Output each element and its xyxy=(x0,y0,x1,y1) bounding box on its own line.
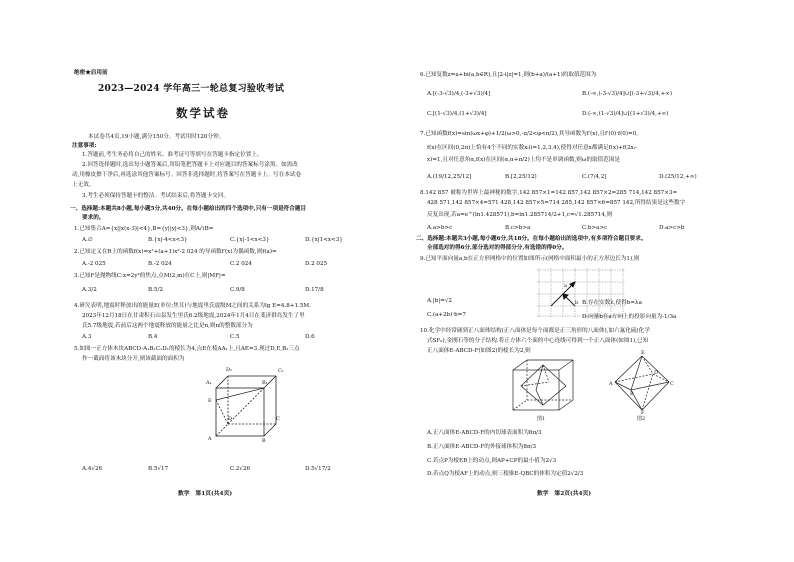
question-6: 6.已知复数z=a+bi(a,b∈R),且|2-i|z|=1,则(b+a)/(a+1)的取值范围为 xyxy=(420,72,597,78)
q6-option-b: B.(-∞,(-3-√3)/4]∪[(-3+√3)/4,+∞) xyxy=(582,91,673,97)
cube-label-a: A xyxy=(208,436,212,442)
page-2 xyxy=(397,0,794,562)
q7-option-a: A.(19/12,25/12] xyxy=(427,174,472,180)
secret-label: 绝密★启用前 xyxy=(74,70,108,76)
question-8-cont: 反复出现,若a=e^(ln1.428571),b=ln1.285714/2+1,c=√1.285714,则 xyxy=(427,212,613,218)
q3-option-b: B.5/2 xyxy=(148,287,163,293)
question-1: 1.已知集合A={x||x(x-3)|<4},B={y||y|<3},则A∩B= xyxy=(74,226,214,232)
cube-figure xyxy=(206,366,278,446)
q3-option-c: C.9/8 xyxy=(230,287,245,293)
figure-2-octahedron xyxy=(609,352,675,414)
q8-option-d: D.a>c>b xyxy=(659,225,685,231)
question-7-cont: x)=1,且对任意角α,f(x)在区间(α,α+π/2)上均不是单调函数,则ω的取值范围是 xyxy=(427,157,621,163)
question-4: 4.研究表明,地震时释放出的能量E(单位:焦耳)与地震里氏震级M之间的关系为lg E=4.8+1.5M. xyxy=(74,303,311,309)
q10-option-a: A.正八面体E-ABCD-F的内切球表面积为8π/3 xyxy=(427,430,542,436)
q7-option-d: D.(25/12,+∞) xyxy=(659,174,697,180)
question-8-cont: 428 571,142 857×4=571 428,142 857×5=714 285,142 857×6=857 142,所得结果是这些数字 xyxy=(427,200,686,206)
question-4-cont: 2023年12月18日在甘肃积石山县发生里氏6.2级地震,2024年1月4日在斐济群岛发生了里 xyxy=(82,313,305,319)
q2-option-d: D.2 025 xyxy=(305,261,328,267)
q5-option-c: C.2√26 xyxy=(230,466,251,472)
question-9: 9.已知平面向量a,b在正方形网格中的位置如图所示(网格中面积最小的正方形边长为1),则 xyxy=(420,256,640,262)
subject-title: 数学试卷 xyxy=(176,106,230,120)
q3-option-a: A.3/2 xyxy=(82,287,97,293)
q7-option-c: C.(7/4,2] xyxy=(582,174,607,180)
q9-option-a: A.|b|=√2 xyxy=(427,298,452,304)
cube-label-b: B xyxy=(262,438,266,444)
oct-label-c: C xyxy=(670,381,674,387)
cube-label-b1: B₁ xyxy=(262,380,268,386)
page-footer: 数学 第1页(共4页) xyxy=(178,491,233,497)
question-5-cont: 作一截面将该木块分开,则该截面的面积为 xyxy=(82,356,185,362)
vector-label-b: b xyxy=(575,300,579,306)
question-4-cont: 氏5.7级地震,若前后这两个地震释放的能量之比是n,则n的整数部分为 xyxy=(82,323,253,329)
q4-option-c: C.5 xyxy=(230,334,240,340)
exam-intro: 本试卷共4页,19小题,满分150分。考试用时120分钟。 xyxy=(88,134,225,140)
q1-option-b: B.{x|-4<x<3} xyxy=(148,237,188,243)
question-5: 5.如图一正方体木块ABCD-A₁B₁C₁D₁的棱长为4,点E在棱AA₁上,且AE=3.现过D,E,B₁三点 xyxy=(74,346,300,352)
q4-option-b: B.4 xyxy=(148,334,158,340)
cube-label-c: C xyxy=(276,416,280,422)
q5-option-d: D.5√17/2 xyxy=(305,466,331,472)
question-3: 3.已知F是抛物线C:x=2y²的焦点,点M(2,m)在C上,则|MF|= xyxy=(74,273,226,279)
cube-label-a1: A₁ xyxy=(206,380,212,386)
notice-line: 上无效。 xyxy=(72,182,95,188)
q10-option-b: B.正八面体E-ABCD-F的外接球体积为8π/3 xyxy=(427,444,537,450)
q8-option-a: A.a>b>c xyxy=(427,225,453,231)
section-2-heading: 二、选择题:本题共3小题,每小题6分,共18分。在每小题给出的选项中,有多项符合题目要求。 xyxy=(416,236,647,242)
q6-option-c: C.[(1-√3)/4,(1+√3)/4] xyxy=(427,111,487,117)
q6-option-d: D.(-∞,(1-√3)/4]∪[(1+√3)/4,+∞) xyxy=(582,111,669,117)
section-1-heading-cont: 要求的。 xyxy=(82,215,105,221)
exam-title: 2023—2024 学年高三一轮总复习验收考试 xyxy=(98,84,285,94)
vector-grid-figure xyxy=(537,268,627,318)
q3-option-d: D.17/8 xyxy=(305,287,324,293)
q9-option-b: B.存在实数λ,使得b=λa xyxy=(582,300,642,306)
oct-label-e: E xyxy=(641,350,645,356)
q8-option-b: B.c>b>a xyxy=(505,225,531,231)
page-footer: 数学 第2页(共4页) xyxy=(537,491,592,497)
q9-option-c: C.(a+2b)·b=7 xyxy=(427,312,466,318)
notice-line: 动,用橡皮擦干净后,再选涂其他答案标号。回答非选择题时,将答案写在答题卡上。写在本试卷 xyxy=(72,172,302,178)
notice-line: 2.回答选择题时,选出每小题答案后,用铅笔把答题卡上对应题目的答案标号涂黑。如需改 xyxy=(82,162,298,168)
question-10-cont: 正八面体E-ABCD-F(如图2)的棱长为2,则 xyxy=(427,348,531,354)
q4-option-d: D.6 xyxy=(305,334,315,340)
q10-option-c: C.若点P为棱EB上的动点,则AP+CP的最小值为2√3 xyxy=(427,458,557,464)
q10-option-d: D.若点Q为棱AF上的动点,则三棱锥E-QBC的体积为定值2√2/3 xyxy=(427,471,584,477)
cube-label-d: D xyxy=(228,416,233,422)
q2-option-a: A.-2 025 xyxy=(82,261,106,267)
q5-option-a: A.4√26 xyxy=(82,466,103,472)
notice-line: 1.答题前,考生务必将自己的姓名、准考证号等填写在答题卡指定位置上。 xyxy=(82,152,263,158)
figure-1-cube-octahedron xyxy=(509,356,579,412)
q5-option-b: B.5√17 xyxy=(148,466,169,472)
q8-option-c: C.b>a>c xyxy=(582,225,608,231)
question-8: 8.142 857 被称为世界上最神秘的数字,142 857×1=142 857,142 857×2=285 714,142 857×3= xyxy=(420,190,678,196)
oct-label-a: A xyxy=(609,381,613,387)
oct-label-b: B xyxy=(630,391,634,397)
question-7: 7.已知函数f(x)=sin(ωx+φ)+1/2(ω>0,-π/2<φ<π/2),其导函数为f′(x),且f′(0)·f(0)=0, xyxy=(420,131,639,137)
q6-option-a: A.[(-3-√3)/4,(-3+√3)/4] xyxy=(427,91,491,97)
figure-1-caption: 图1 xyxy=(537,416,546,422)
cube-label-e: E xyxy=(208,398,212,404)
q4-option-a: A.3 xyxy=(82,334,92,340)
notice-line: 3.考生必须保持答题卡的整洁。考试结束后,将答题卡交回。 xyxy=(82,193,229,199)
notice-title: 注意事项: xyxy=(72,143,97,149)
q1-option-d: D.{x|1<x<3} xyxy=(305,237,343,243)
question-10-cont: 式SF₆),金刚石等的分子结构.将正方体六个面的中心连线可得到一个正八面体(如图1),已知 xyxy=(427,338,649,344)
oct-label-f: F xyxy=(641,410,645,416)
q1-option-c: C.{x|-1<x<3} xyxy=(230,237,270,243)
cube-label-d1: D₁ xyxy=(226,367,233,373)
vector-label-a: a xyxy=(564,283,567,289)
q7-option-b: B.[2,25/12) xyxy=(505,174,537,180)
question-2: 2.已知定义在R上的函数f(x)=x²+(a+1)x²-2 024 的导函数f′(x)为偶函数,则f(a)= xyxy=(74,249,277,255)
q9-option-d: D.向量b在a方向上的投影向量为-1/3a xyxy=(582,314,677,320)
q2-option-c: C.2 024 xyxy=(230,261,252,267)
figure-2-caption: 图2 xyxy=(637,416,646,422)
section-1-heading: 一、选择题:本题共8小题,每小题5分,共40分。在每小题给出的四个选项中,只有一项是符合题目 xyxy=(70,206,307,212)
question-7-cont: f(x)在区间(0,2π)上恰有4个不同的实数xᵢ(i=1,2,3,4),使得对任意x都满足f(x)+f(2xᵢ- xyxy=(427,145,637,151)
q1-option-a: A.∅ xyxy=(82,237,93,243)
q2-option-b: B.-2 024 xyxy=(148,261,172,267)
cube-label-c1: C₁ xyxy=(278,368,284,374)
question-10: 10.化学中经常碰到正八面体结构(正八面体是每个面都是正三角形的八面体),如六氟化硫(化学 xyxy=(420,328,650,334)
oct-label-d: D xyxy=(654,370,659,376)
section-2-heading-cont: 全部选对的得6分,部分选对的得部分分,有选错的得0分。 xyxy=(427,245,568,251)
